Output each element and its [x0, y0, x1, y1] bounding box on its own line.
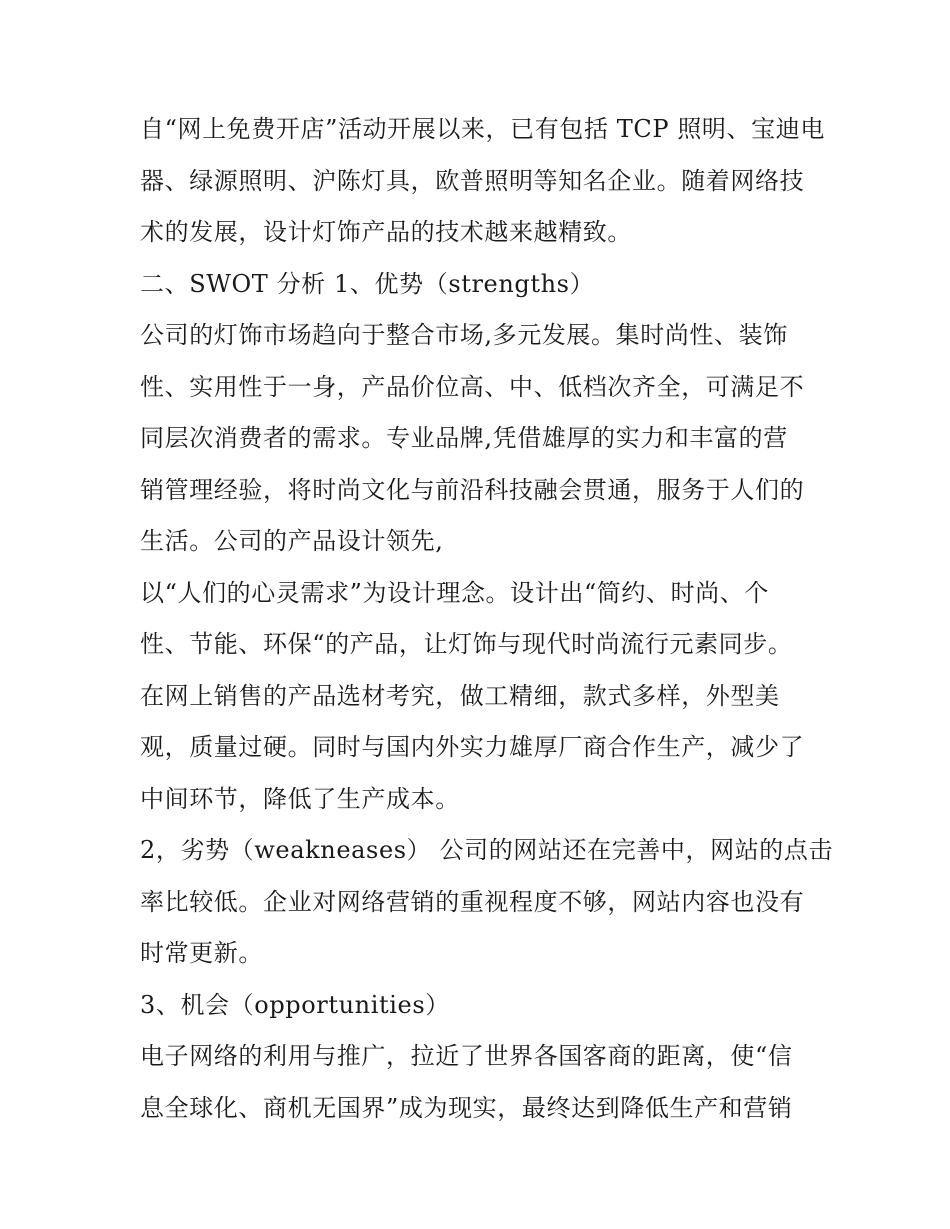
text-line: 率比较低。企业对网络营销的重视程度不够，网站内容也没有: [140, 887, 805, 916]
text-line: 公司的灯饰市场趋向于整合市场,多元发展。集时尚性、装饰: [140, 321, 788, 349]
text-line: 息全球化、商机无国界”成为现实，最终达到降低生产和营销: [140, 1093, 793, 1122]
text-line: 在网上销售的产品选材考究，做工精细，款式多样，外型美: [140, 681, 780, 710]
text-line: 观，质量过硬。同时与国内外实力雄厚厂商合作生产，减少了: [140, 733, 805, 761]
text-line: 性、实用性于一身，产品价位高、中、低档次齐全，可满足不: [140, 372, 805, 401]
document-body: [140, 104, 834, 1134]
text-line: 时常更新。: [140, 939, 263, 967]
section-heading: 二、SWOT 分析 1、优势（strengths）: [140, 269, 595, 298]
text-line: 以“人们的心灵需求”为设计理念。设计出“简约、时尚、个: [140, 578, 770, 607]
text-line: 术的发展，设计灯饰产品的技术越来越精致。: [140, 218, 632, 246]
text-line: 销管理经验，将时尚文化与前沿科技融会贯通，服务于人们的: [140, 475, 805, 504]
text-line: 2，劣势（weakneases） 公司的网站还在完善中，网站的点击: [140, 836, 834, 864]
text-line: 中间环节，降低了生产成本。: [140, 784, 460, 813]
text-line: 自“网上免费开店”活动开展以来，已有包括 TCP 照明、宝迪电: [140, 115, 825, 143]
section-heading: 3、机会（opportunities）: [140, 990, 450, 1019]
text-line: 同层次消费者的需求。专业品牌,凭借雄厚的实力和丰富的营: [140, 424, 788, 452]
text-line: 电子网络的利用与推广，拉近了世界各国客商的距离，使“信: [140, 1042, 793, 1070]
text-line: 器、绿源照明、沪陈灯具，欧普照明等知名企业。随着网络技: [140, 166, 805, 195]
text-line: 性、节能、环保“的产品，让灯饰与现代时尚流行元素同步。: [140, 630, 793, 658]
text-line: 生活。公司的产品设计领先,: [140, 527, 444, 555]
